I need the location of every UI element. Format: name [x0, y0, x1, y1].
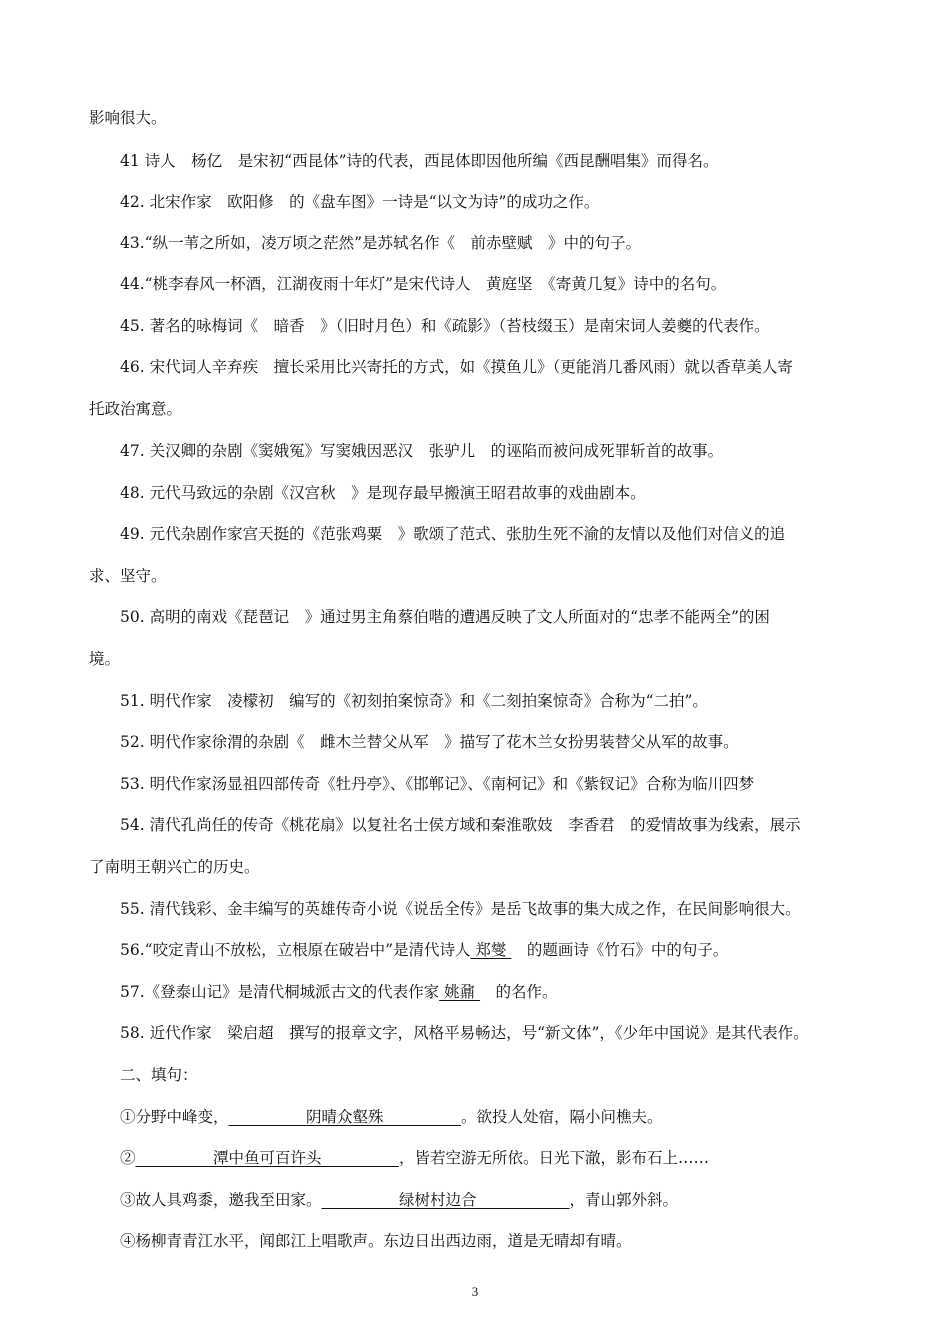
text-line [120, 482, 950, 504]
text-segment: 54. 清代孔尚任的传奇《桃花扇》以复社名士侯方域和秦淮歌妓 李香君 的爱情故事为线索，展示 [120, 816, 801, 834]
text-line [89, 107, 950, 129]
answer-blank: 郑燮 [470, 941, 512, 959]
text-segment: 的名作。 [480, 983, 558, 1001]
text-segment: ③故人具鸡黍，邀我至田家。 [120, 1191, 322, 1209]
text-segment: 求、坚守。 [89, 567, 167, 585]
text-segment: 47. 关汉卿的杂剧《窦娥冤》写窦娥因恶汉 张驴儿 的诬陷而被问成死罪斩首的故事。 [120, 442, 724, 460]
text-segment: 46. 宋代词人辛弃疾 擅长采用比兴寄托的方式，如《摸鱼儿》（更能消几番风雨）就以香草美人寄 [120, 358, 793, 376]
text-segment: 41 诗人 杨亿 是宋初“西昆体”诗的代表，西昆体即因他所编《西昆酬唱集》而得名。 [120, 152, 719, 170]
page-number: 3 [471, 1284, 479, 1299]
text-line [120, 690, 950, 712]
text-line [89, 565, 950, 587]
text-segment: 42. 北宋作家 欧阳修 的《盘车图》一诗是“以文为诗”的成功之作。 [120, 193, 600, 211]
text-line [89, 856, 950, 878]
text-segment: 56.“咬定青山不放松，立根原在破岩中”是清代诗人 [120, 941, 471, 959]
text-line [120, 939, 950, 961]
text-segment: 的题画诗《竹石》中的句子。 [511, 941, 729, 959]
text-segment: ，皆若空游无所依。日光下澈，影布石上…… [399, 1149, 710, 1167]
answer-blank: 绿树村边合 [321, 1191, 570, 1209]
text-line [120, 606, 950, 628]
text-segment: 48. 元代马致远的杂剧《汉宫秋 》是现存最早搬演王昭君故事的戏曲剧本。 [120, 484, 646, 502]
text-line [120, 731, 950, 753]
text-segment: 51. 明代作家 凌檬初 编写的《初刻拍案惊奇》和《二刻拍案惊奇》合称为“二拍”。 [120, 692, 708, 710]
text-segment: 43.“纵一苇之所如，凌万顷之茫然”是苏轼名作《 前赤壁赋 》中的句子。 [120, 234, 642, 252]
text-line [120, 315, 950, 337]
text-segment: 境。 [89, 650, 121, 668]
answer-blank: 阴晴众壑殊 [228, 1108, 462, 1126]
text-segment: 52. 明代作家徐渭的杂剧《 雌木兰替父从军 》描写了花木兰女扮男装替父从军的故事。 [120, 733, 739, 751]
answer-blank: 姚鼐 [439, 983, 481, 1001]
text-line [120, 981, 950, 1003]
text-segment: 。欲投人处宿，隔小问樵夫。 [461, 1108, 663, 1126]
text-line [120, 356, 950, 378]
text-line [120, 814, 950, 836]
text-line [120, 523, 950, 545]
text-segment: 50. 高明的南戏《琵琶记 》通过男主角蔡伯喈的遭遇反映了文人所面对的“忠孝不能两全”的困 [120, 608, 770, 626]
text-line [120, 1230, 950, 1252]
text-line [120, 1189, 950, 1211]
text-segment: ④杨柳青青江水平，闻郎江上唱歌声。东边日出西边雨，道是无晴却有晴。 [120, 1232, 632, 1250]
text-segment: 44.“桃李春风一杯酒，江湖夜雨十年灯”是宋代诗人 黄庭坚 《寄黄几复》诗中的名句。 [120, 275, 727, 293]
text-line [89, 398, 950, 420]
text-segment: 55. 清代钱彩、金丰编写的英雄传奇小说《说岳全传》是岳飞故事的集大成之作，在民间影响很大。 [120, 900, 801, 918]
text-line [120, 1022, 950, 1044]
text-line [120, 773, 950, 795]
text-segment: ，青山郭外斜。 [569, 1191, 679, 1209]
text-line [120, 273, 950, 295]
text-line [120, 191, 950, 213]
text-segment: 托政治寓意。 [89, 400, 183, 418]
text-line [120, 150, 950, 172]
answer-blank: 潭中鱼可百许头 [135, 1149, 400, 1167]
text-segment: 二、填句： [120, 1066, 198, 1084]
text-segment: 58. 近代作家 梁启超 撰写的报章文字，风格平易畅达，号“新文体”，《少年中国说》是其代表作。 [120, 1024, 809, 1042]
text-line [120, 1106, 950, 1128]
text-line [120, 1147, 950, 1169]
text-segment: 45. 著名的咏梅词《 暗香 》（旧时月色）和《疏影》（苔枝缀玉）是南宋词人姜夔的代表作。 [120, 317, 770, 335]
text-segment: 57.《登泰山记》是清代桐城派古文的代表作家 [120, 983, 440, 1001]
text-segment: 53. 明代作家汤显祖四部传奇《牡丹亭》、《邯郸记》、《南柯记》和《紫钗记》合称为临川四梦 [120, 775, 755, 793]
text-line [120, 232, 950, 254]
text-segment: ①分野中峰变， [120, 1108, 229, 1126]
text-segment: 影响很大。 [89, 109, 167, 127]
text-segment: ② [120, 1149, 136, 1167]
text-segment: 49. 元代杂剧作家宫天挺的《范张鸡粟 》歌颂了范式、张肋生死不渝的友情以及他们对信义的追 [120, 525, 786, 543]
text-line [89, 648, 950, 670]
text-segment: 了南明王朝兴亡的历史。 [89, 858, 260, 876]
section-heading [120, 1064, 950, 1086]
text-line [120, 440, 950, 462]
text-line [120, 898, 950, 920]
